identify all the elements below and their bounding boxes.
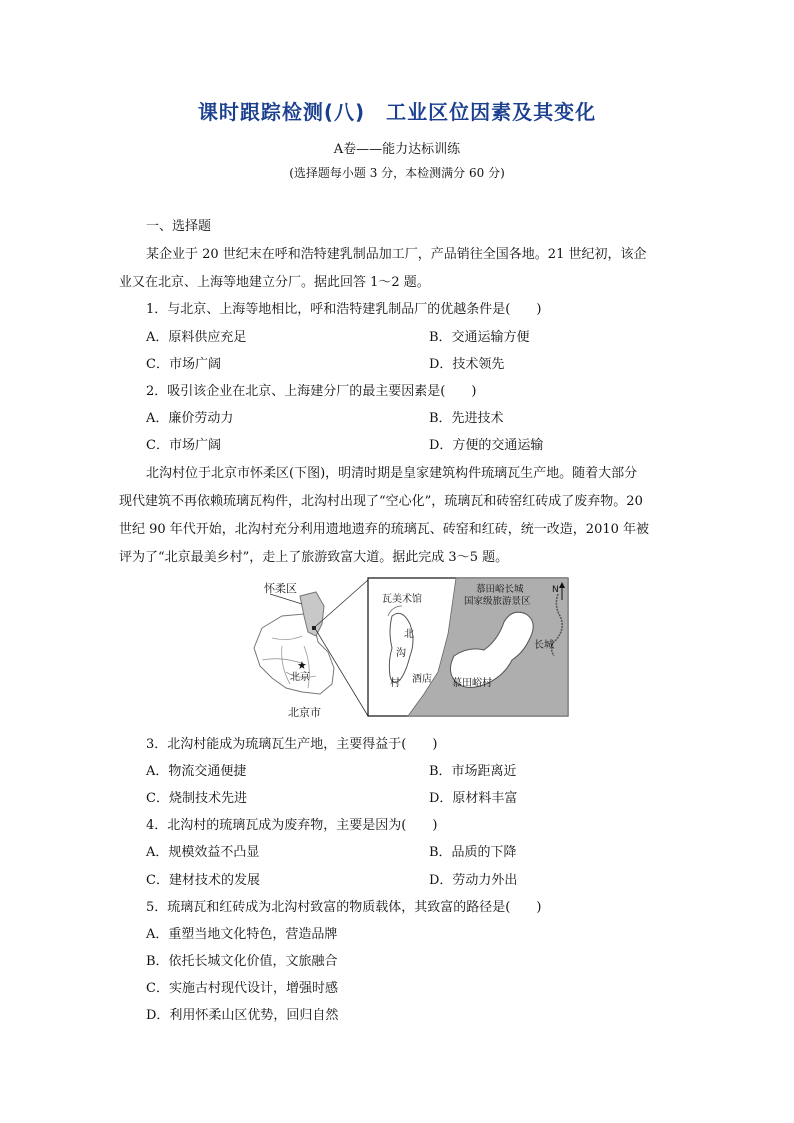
question-4-option-c: C．建材技术的发展 (146, 873, 260, 888)
map-label-gou: 沟 (396, 648, 406, 659)
question-2-option-a: A．廉价劳动力 (146, 411, 234, 426)
beigou-location-marker (312, 626, 316, 630)
question-1-option-c: C．市场广阔 (146, 357, 221, 372)
question-3-option-c: C．烧制技术先进 (146, 791, 247, 806)
map-label-huairou: 怀柔区 (264, 582, 297, 595)
question-5-option-c: C．实施古村现代设计，增强时感 (146, 981, 338, 996)
map-caption-beijing-city: 北京市 (288, 706, 321, 719)
passage2-line2: 现代建筑不再依赖琉璃瓦构件，北沟村出现了“空心化”，琉璃瓦和砖窑红砖成了废弃物。20 (119, 494, 643, 509)
question-2-option-b: B．先进技术 (429, 411, 504, 426)
question-3-option-a: A．物流交通便捷 (146, 764, 247, 779)
map-label-scenic-2: 国家级旅游景区 (464, 596, 531, 607)
question-5-stem: 5．琉璃瓦和红砖成为北沟村致富的物质载体，其致富的路径是( ) (146, 900, 542, 915)
question-5-option-a: A．重塑当地文化特色，营造品牌 (146, 927, 338, 942)
question-5-option-b: B．依托长城文化价值，文旅融合 (146, 954, 338, 969)
question-3-option-d: D．原材料丰富 (429, 791, 518, 806)
section-subtitle: A卷——能力达标训练 (333, 142, 461, 157)
map-label-museum: 瓦美术馆 (382, 594, 422, 605)
page-title: 课时跟踪检测(八) 工业区位因素及其变化 (197, 100, 597, 124)
question-4-option-d: D．劳动力外出 (429, 873, 518, 888)
passage2-line4: 评为了“北京最美乡村”，走上了旅游致富大道。据此完成 3～5 题。 (119, 550, 509, 565)
question-1-option-d: D．技术领先 (429, 357, 505, 372)
part-heading: 一、选择题 (146, 219, 212, 234)
map-label-village: 慕田峪村 (452, 678, 492, 689)
question-4-option-b: B．品质的下降 (429, 845, 517, 860)
map-label-scenic-1: 慕田峪长城 (476, 584, 524, 595)
map-label-beijing: 北京 (290, 672, 310, 683)
passage1-line2: 业又在北京、上海等地建立分厂。据此回答 1～2 题。 (119, 275, 430, 290)
question-5-option-d: D．利用怀柔山区优势，回归自然 (146, 1008, 339, 1023)
question-2-stem: 2．吸引该企业在北京、上海建分厂的最主要因素是( ) (146, 384, 477, 399)
question-1-stem: 1．与北京、上海等地相比，呼和浩特建乳制品厂的优越条件是( ) (146, 302, 542, 317)
passage2-line3: 世纪 90 年代开始，北沟村充分利用遗地遗弃的琉璃瓦、砖窑和红砖，统一改造，2010 年被 (119, 522, 650, 537)
passage2-line1: 北沟村位于北京市怀柔区(下图)，明清时期是皇家建筑构件琉璃瓦生产地。随着大部分 (146, 466, 638, 481)
question-2-option-d: D．方便的交通运输 (429, 438, 544, 453)
question-4-option-a: A．规模效益不凸显 (146, 845, 260, 860)
map-label-great-wall: 长城 (534, 640, 554, 651)
question-2-option-c: C．市场广阔 (146, 438, 221, 453)
map-label-bei: 北 (404, 629, 414, 640)
question-3-option-b: B．市场距离近 (429, 764, 517, 779)
location-map (242, 576, 572, 722)
map-label-cun: 村 (390, 678, 400, 689)
map-label-north: N (552, 585, 559, 595)
passage1-line1: 某企业于 20 世纪末在呼和浩特建乳制品加工厂，产品销往全国各地。21 世纪初，该企 (146, 247, 647, 262)
question-1-option-b: B．交通运输方便 (429, 330, 530, 345)
map-label-hotel: 酒店 (412, 674, 432, 685)
zoom-connector-top (316, 580, 368, 626)
scoring-note: (选择题每小题 3 分，本检测满分 60 分) (289, 166, 505, 180)
question-1-option-a: A．原料供应充足 (146, 330, 247, 345)
star-icon: ★ (297, 659, 307, 672)
question-4-stem: 4．北沟村的琉璃瓦成为废弃物，主要是因为( ) (146, 818, 438, 833)
question-3-stem: 3．北沟村能成为琉璃瓦生产地，主要得益于( ) (146, 737, 438, 752)
